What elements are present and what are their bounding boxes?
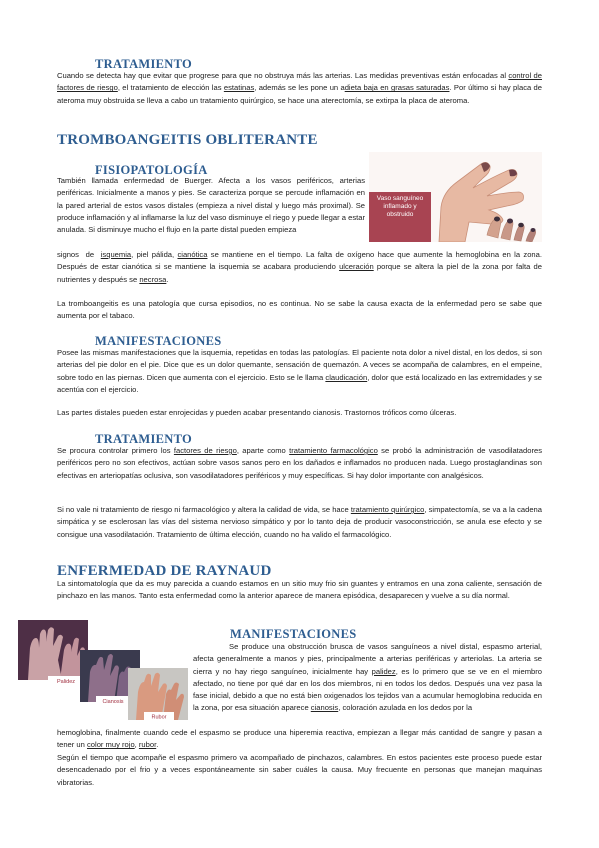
section-title-tratamiento-1: TRATAMIENTO — [95, 57, 193, 71]
photo-label-palidez: Palidez — [56, 679, 76, 685]
paragraph-manifestaciones-1: Posee las mismas manifestaciones que la isquemia, repetidas en todas las patologías. El paciente nota dolor a nivel distal, en los dedos, si son arterias del pie dolor en el pie. Dice que es un dolor quemante, sensación de quemazón. A veces se acompaña de calambres, en el empeine, sobre todo en las piernas. Dicen que aumenta con el ejercicio. Esto se le llama claudicación, dolor que está localizado en las extremidades y se acentúa con el ejercicio. — [57, 348, 542, 394]
paragraph-tratamiento-2b: Si no vale ni tratamiento de riesgo ni farmacológico y altera la calidad de vida, se hace tratamiento quirúrgico, simpatectomía, se va a la cadena simpática y se esclerosan las vías del sistema nervioso simpático y por lo tanto deja de producir vasoconstricción, se anula ese efecto y se consigue una vasodilatación. Tratamiento de última elección, cuando no ha valido el farmacológico. — [57, 505, 542, 539]
heading-tromboangeitis: TROMBOANGEITIS OBLITERANTE — [57, 132, 318, 148]
figure-caption: Vaso sanguíneo inflamado y obstruido — [369, 192, 431, 242]
raynaud-hands-illustration — [18, 620, 188, 720]
heading-raynaud: ENFERMEDAD DE RAYNAUD — [57, 563, 272, 579]
paragraph-manifestaciones-2: Las partes distales pueden estar enrojecidas y pueden acabar presentando cianosis. Trastornos tróficos como úlceras. — [57, 408, 457, 417]
photo-label-cianosis: Cianosis — [102, 699, 124, 705]
paragraph-fisiopatologia-a: También llamada enfermedad de Buerger. Afecta a los vasos periféricos, arterias periféricas. Inicialmente a manos y pies. Se caracteriza porque se percude inflamación en la pared arterial de estos vasos distales (empieza a nivel distal y luego más proximal). Se produce inflamación y al inflamarse la luz del vaso disminuye el riego y puede llegar a estar anulada. Si disminuye mucho el flujo en la parte distal pueden empieza — [57, 176, 365, 235]
paragraph-raynaud-tiempo: Según el tiempo que acompañe el espasmo primero va acompañado de pinchazos, calambres. En estos pacientes este proceso puede estar desencadenado por el frio y a veces espontáneamente sin saber cuáles la causa. Muy frecuente en personas que manejan maquinas vibratorias. — [57, 753, 542, 787]
paragraph-tratamiento-1: Cuando se detecta hay que evitar que progrese para que no obstruya más las arterias. Las medidas preventivas están enfocadas al control de factores de riesgo, el tratamiento de elección las estatinas, además se les pone un adieta baja en grasas saturadas. Por último si hay placa de ateroma muy obstruida se lleva a cabo un tratamiento quirúrgico, se hace una aterectomía, se extirpa la placa de ateroma. — [57, 71, 542, 105]
section-title-tratamiento-2: TRATAMIENTO — [95, 432, 193, 446]
buerger-disease-figure — [369, 152, 542, 242]
paragraph-raynaud-manifestaciones-b: hemoglobina, finalmente cuando cede el espasmo se produce una hiperemia reactiva, empiezan a llegar más cantidad de sangre y pasan a tener un color muy rojo, rubor. — [57, 728, 542, 750]
section-title-manifestaciones-2: MANIFESTACIONES — [230, 627, 357, 641]
raynaud-photos — [18, 620, 188, 720]
section-title-manifestaciones-1: MANIFESTACIONES — [95, 334, 222, 348]
section-title-fisiopatologia: FISIOPATOLOGÍA — [95, 163, 208, 177]
photo-label-rubor: Rubor — [151, 714, 167, 720]
paragraph-fisiopatologia-b: signos de isquemia, piel pálida, cianótica se mantiene en el tiempo. La falta de oxígeno hace que aumente la hemoglobina en la zona. Después de estar cianótica si se mantiene la isquemia se acabara produciendo ulceración porque se altera la piel de la zona por falta de nutrientes y después se necrosa. — [57, 250, 542, 284]
paragraph-tromboangeitis-episodios: La tromboangeitis es una patología que cursa episodios, no es continua. No se sabe la causa exacta de la enfermedad pero se sabe que aumenta por el tabaco. — [57, 299, 542, 321]
paragraph-tratamiento-2a: Se procura controlar primero los factores de riesgo, aparte como tratamiento farmacológico se probó la administración de vasodilatadores periféricos pero no son efectivos, actúan sobre vasos sanos pero en los dañados e inflamados no producen nada. Luego prostaglandinas son efectivas en arteriopatías oclusiva, son vasodilatadores periféricos y muy específicas. Si hay dolor importante con analgésicos. — [57, 446, 542, 480]
paragraph-raynaud-manifestaciones-a: Se produce una obstrucción brusca de vasos sanguíneos a nivel distal, espasmo arterial, afecta generalmente a manos y pies, principalmente a arterias periféricas y arteriolas. La arteria se cierra y no hay riego sanguíneo, inicialmente hay palidez, es lo primero que se ve en el miembro afectado, no tiene por qué dar en los dos miembros, ni en todos los dedos. Después una vez pasa la fase inicial, debido a que no está bien oxigenados los tejidos van a acumular hemoglobina reducida en la zona, por esa situación aparece cianosis, coloración azulada en los dedos por la — [193, 642, 542, 713]
paragraph-raynaud-intro: La sintomatología que da es muy parecida a cuando estamos en un sitio muy frio sin guantes y entramos en una zona caliente, sensación de pinchazo en las manos. Tanto esta enfermedad como la anterior aparece de manera episódica, desaparecen y vuelve a su día normal. — [57, 579, 542, 601]
